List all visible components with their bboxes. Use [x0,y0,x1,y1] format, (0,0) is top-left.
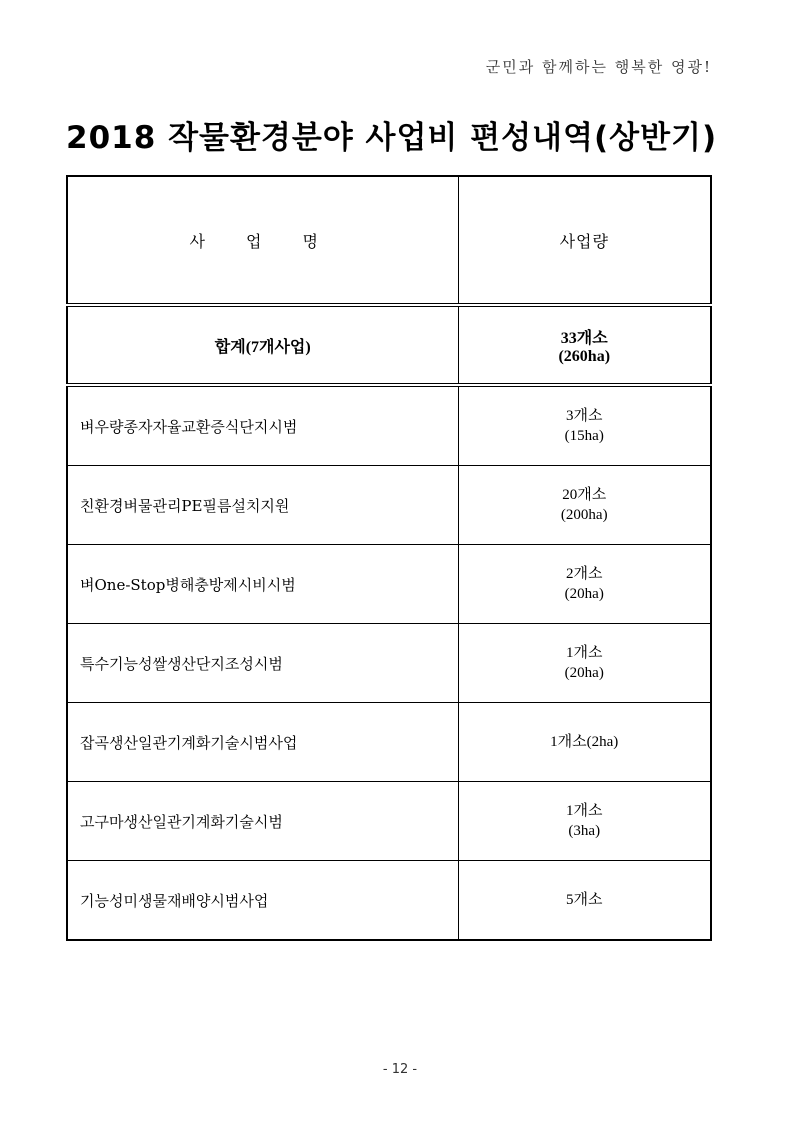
table-row [67,861,711,941]
quantity-count: 1개소 [566,803,603,819]
quantity-area: (20ha) [564,586,604,602]
quantity-area: (15ha) [564,428,604,444]
table-row [67,703,711,782]
total-row [67,305,711,385]
quantity-count: 1개소 [566,645,603,661]
page-number: - 12 - [382,1062,418,1077]
table-row [67,782,711,861]
header-slogan: 군민과 함께하는 행복한 영광! [485,58,712,76]
quantity-count: 3개소 [566,408,603,424]
project-name: 고구마생산일관기계화기술시범 [67,782,458,861]
header-project-name: 사 업 명 [67,176,458,305]
project-quantity [458,782,711,861]
table-row [67,624,711,703]
project-quantity [458,861,711,941]
table-row [67,545,711,624]
project-name: 벼One-Stop병해충방제시비시범 [67,545,458,624]
quantity-area: (3ha) [568,823,601,839]
project-name: 벼우량종자자율교환증식단지시범 [67,385,458,466]
project-quantity [458,545,711,624]
project-name: 잡곡생산일관기계화기술시범사업 [67,703,458,782]
total-quantity-area: (260ha) [558,347,611,365]
total-name: 합계(7개사업) [67,305,458,385]
total-quantity [458,305,711,385]
quantity-count: 2개소 [566,566,603,582]
quantity-count: 20개소 [562,487,607,503]
quantity-area: (20ha) [564,665,604,681]
table-header-row [67,176,711,305]
project-quantity [458,624,711,703]
header-quantity: 사업량 [458,176,711,305]
project-name: 특수기능성쌀생산단지조성시범 [67,624,458,703]
budget-table [66,175,712,941]
quantity-area: (200ha) [560,507,608,523]
quantity-count: 1개소(2ha) [550,734,619,750]
project-quantity [458,385,711,466]
table-row [67,385,711,466]
page-title: 2018 작물환경분야 사업비 편성내역(상반기) [66,120,718,156]
project-quantity [458,703,711,782]
project-name: 기능성미생물재배양시범사업 [67,861,458,941]
total-quantity-count: 33개소 [560,329,608,347]
project-name: 친환경벼물관리PE필름설치지원 [67,466,458,545]
table-row [67,466,711,545]
project-quantity [458,466,711,545]
quantity-count: 5개소 [566,892,603,908]
